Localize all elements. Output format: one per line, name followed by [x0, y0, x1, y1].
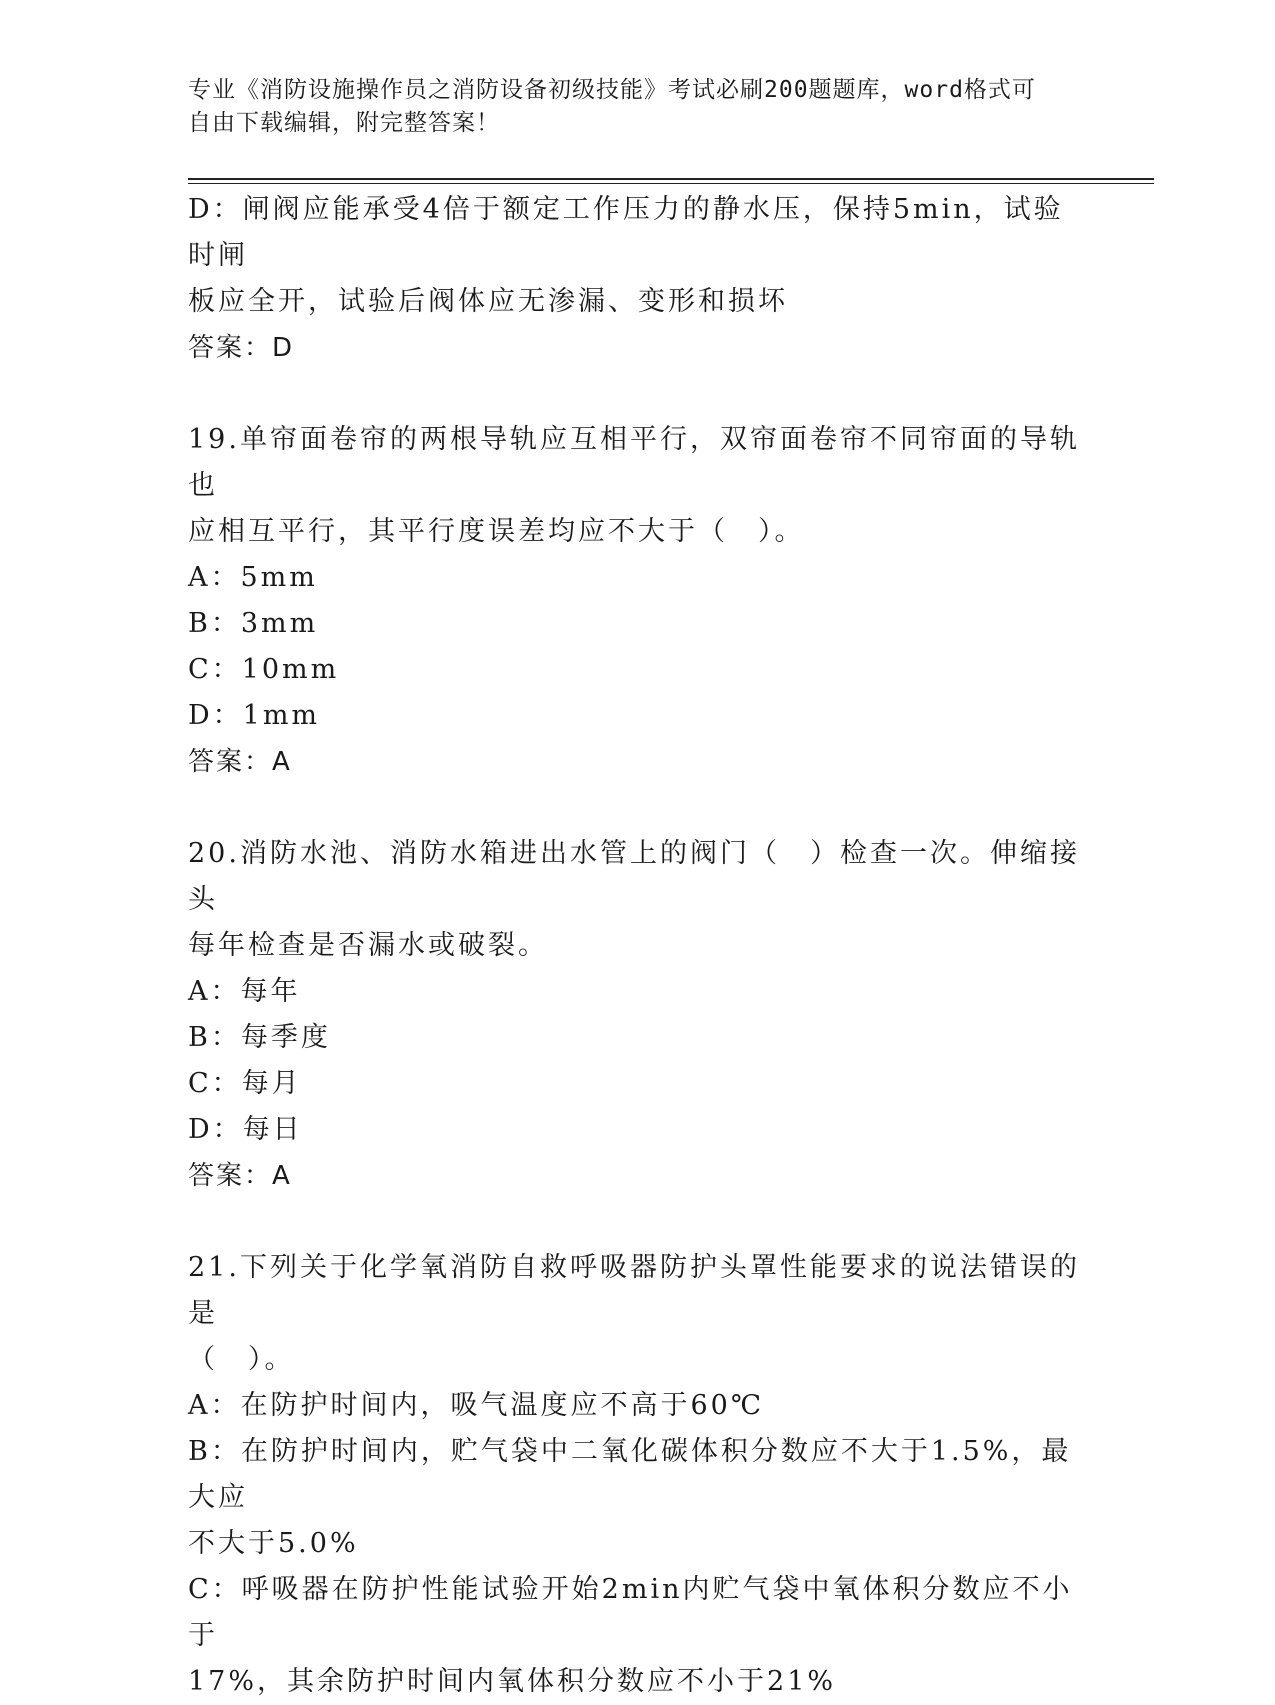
answer-label: 答案：A [188, 747, 292, 777]
question-19 [188, 417, 1088, 785]
option-a: A：在防护时间内，吸气温度应不高于60℃ [188, 1390, 765, 1421]
option-b: B：每季度 [188, 1022, 331, 1053]
question-stem-line-1: 20.消防水池、消防水箱进出水管上的阀门（ ）检查一次。伸缩接头 [188, 838, 1080, 915]
option-b-line-1: B：在防护时间内，贮气袋中二氧化碳体积分数应不大于1.5%，最大应 [188, 1436, 1072, 1513]
question-20 [188, 831, 1088, 1199]
question-stem-line-1: 21.下列关于化学氧消防自救呼吸器防护头罩性能要求的说法错误的是 [188, 1252, 1080, 1329]
option-d-line-1: D：闸阀应能承受4倍于额定工作压力的静水压，保持5min，试验时闸 [188, 194, 1064, 271]
question-stem-line-1: 19.单帘面卷帘的两根导轨应互相平行，双帘面卷帘不同帘面的导轨也 [188, 424, 1080, 501]
option-d-line-2: 板应全开，试验后阀体应无渗漏、变形和损坏 [188, 286, 788, 317]
question-stem-line-2: 每年检查是否漏水或破裂。 [188, 930, 548, 961]
spacer [188, 1199, 1088, 1245]
header-line-2: 自由下载编辑，附完整答案！ [188, 110, 500, 136]
question-stem-line-2: 应相互平行，其平行度误差均应不大于（ ）。 [188, 516, 805, 547]
option-a: A：每年 [188, 976, 301, 1007]
answer-label: 答案：A [188, 1161, 292, 1191]
option-c: C：每月 [188, 1068, 302, 1099]
option-d: D：每日 [188, 1114, 303, 1145]
spacer [188, 371, 1088, 417]
header-divider-thin [188, 183, 1154, 184]
document-header [188, 74, 1088, 140]
spacer [188, 785, 1088, 831]
option-c-line-2: 17%，其余防护时间内氧体积分数应不小于21% [188, 1666, 837, 1697]
header-line-1: 专业《消防设施操作员之消防设备初级技能》考试必刷200题题库，word格式可 [188, 77, 1036, 103]
question-stem-line-2: （ ）。 [188, 1344, 295, 1375]
option-a: A：5mm [188, 562, 318, 593]
option-b: B：3mm [188, 608, 319, 639]
header-divider-thick [188, 178, 1154, 180]
option-c: C：10mm [188, 654, 340, 685]
option-b-line-2: 不大于5.0% [188, 1528, 359, 1559]
option-d: D：1mm [188, 700, 321, 731]
answer-label: 答案：D [188, 333, 295, 363]
question-21 [188, 1245, 1088, 1705]
question-18-tail [188, 187, 1088, 371]
option-c-line-1: C：呼吸器在防护性能试验开始2min内贮气袋中氧体积分数应不小于 [188, 1574, 1073, 1651]
document-body [188, 187, 1088, 1705]
